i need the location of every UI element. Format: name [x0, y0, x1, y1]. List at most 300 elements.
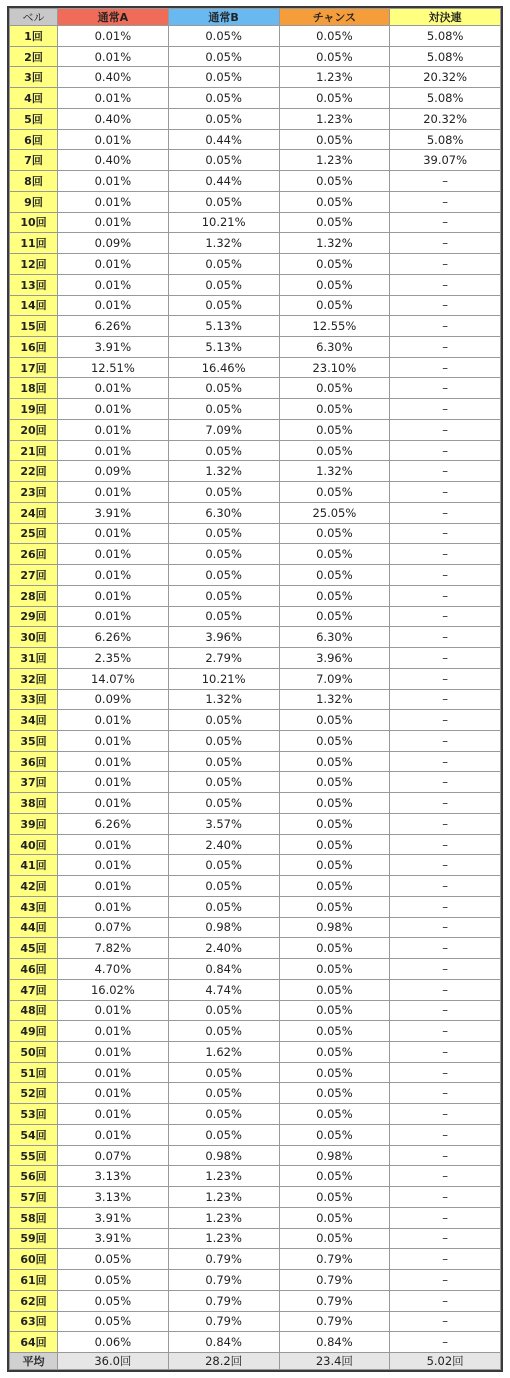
- cell-normal-a: 0.01%: [58, 585, 169, 606]
- cell-chance: 0.98%: [279, 1145, 390, 1166]
- row-label: 28回: [10, 585, 58, 606]
- table-row: [10, 730, 501, 751]
- cell-normal-a: 0.05%: [58, 1290, 169, 1311]
- cell-taiketsuren: –: [390, 793, 501, 814]
- header-normal-b: 通常B: [168, 9, 279, 26]
- table-row: [10, 1083, 501, 1104]
- cell-normal-b: 0.05%: [168, 1104, 279, 1125]
- cell-normal-a: 0.05%: [58, 1270, 169, 1291]
- cell-normal-a: 14.07%: [58, 668, 169, 689]
- cell-chance: 0.05%: [279, 1207, 390, 1228]
- cell-chance: 1.23%: [279, 67, 390, 88]
- cell-normal-a: 0.05%: [58, 1311, 169, 1332]
- cell-chance: 0.79%: [279, 1249, 390, 1270]
- cell-normal-a: 0.01%: [58, 295, 169, 316]
- cell-normal-b: 0.05%: [168, 855, 279, 876]
- cell-normal-b: 0.05%: [168, 378, 279, 399]
- cell-normal-b: 0.05%: [168, 1083, 279, 1104]
- table-row: [10, 1207, 501, 1228]
- cell-normal-b: 0.79%: [168, 1290, 279, 1311]
- cell-normal-b: 4.74%: [168, 979, 279, 1000]
- cell-chance: 0.05%: [279, 1041, 390, 1062]
- cell-taiketsuren: –: [390, 979, 501, 1000]
- cell-taiketsuren: –: [390, 896, 501, 917]
- cell-chance: 0.05%: [279, 1021, 390, 1042]
- cell-normal-b: 1.62%: [168, 1041, 279, 1062]
- cell-chance: 23.10%: [279, 357, 390, 378]
- cell-normal-a: 4.70%: [58, 959, 169, 980]
- cell-taiketsuren: –: [390, 399, 501, 420]
- cell-taiketsuren: –: [390, 502, 501, 523]
- table-row: [10, 108, 501, 129]
- cell-taiketsuren: –: [390, 1249, 501, 1270]
- table-row: [10, 295, 501, 316]
- cell-chance: 0.79%: [279, 1270, 390, 1291]
- cell-taiketsuren: –: [390, 357, 501, 378]
- row-label: 26回: [10, 544, 58, 565]
- cell-taiketsuren: –: [390, 730, 501, 751]
- row-label: 63回: [10, 1311, 58, 1332]
- cell-taiketsuren: –: [390, 1290, 501, 1311]
- cell-normal-a: 0.01%: [58, 378, 169, 399]
- cell-chance: 0.05%: [279, 295, 390, 316]
- cell-taiketsuren: –: [390, 295, 501, 316]
- bell-probability-table-frame: [7, 6, 503, 1372]
- row-label: 37回: [10, 772, 58, 793]
- table-row: [10, 668, 501, 689]
- cell-taiketsuren: –: [390, 1187, 501, 1208]
- cell-taiketsuren: –: [390, 419, 501, 440]
- table-row: [10, 544, 501, 565]
- table-row: [10, 88, 501, 109]
- table-row: [10, 1290, 501, 1311]
- row-label: 5回: [10, 108, 58, 129]
- cell-normal-b: 1.32%: [168, 233, 279, 254]
- cell-normal-a: 0.01%: [58, 855, 169, 876]
- cell-normal-b: 0.98%: [168, 917, 279, 938]
- cell-chance: 12.55%: [279, 316, 390, 337]
- cell-taiketsuren: –: [390, 1332, 501, 1353]
- cell-normal-a: 0.01%: [58, 1000, 169, 1021]
- row-label: 39回: [10, 813, 58, 834]
- cell-chance: 0.05%: [279, 1062, 390, 1083]
- average-row: [10, 1353, 501, 1370]
- table-row: [10, 337, 501, 358]
- cell-normal-b: 0.05%: [168, 88, 279, 109]
- row-label: 47回: [10, 979, 58, 1000]
- cell-taiketsuren: –: [390, 668, 501, 689]
- row-label: 54回: [10, 1124, 58, 1145]
- cell-normal-b: 0.98%: [168, 1145, 279, 1166]
- cell-normal-a: 0.01%: [58, 1021, 169, 1042]
- cell-taiketsuren: –: [390, 565, 501, 586]
- cell-chance: 0.05%: [279, 88, 390, 109]
- cell-chance: 0.05%: [279, 191, 390, 212]
- row-label: 17回: [10, 357, 58, 378]
- cell-chance: 0.05%: [279, 938, 390, 959]
- row-label: 36回: [10, 751, 58, 772]
- cell-normal-b: 0.05%: [168, 150, 279, 171]
- cell-normal-b: 2.40%: [168, 938, 279, 959]
- row-label: 1回: [10, 26, 58, 47]
- cell-taiketsuren: –: [390, 917, 501, 938]
- cell-chance: 6.30%: [279, 627, 390, 648]
- cell-normal-b: 1.23%: [168, 1187, 279, 1208]
- cell-taiketsuren: –: [390, 482, 501, 503]
- cell-chance: 0.05%: [279, 1166, 390, 1187]
- cell-normal-b: 2.40%: [168, 834, 279, 855]
- cell-normal-b: 0.44%: [168, 171, 279, 192]
- cell-chance: 0.79%: [279, 1311, 390, 1332]
- row-label: 20回: [10, 419, 58, 440]
- row-label: 18回: [10, 378, 58, 399]
- cell-taiketsuren: –: [390, 855, 501, 876]
- cell-chance: 0.05%: [279, 979, 390, 1000]
- cell-chance: 0.05%: [279, 730, 390, 751]
- cell-taiketsuren: –: [390, 1311, 501, 1332]
- cell-normal-a: 0.01%: [58, 191, 169, 212]
- cell-taiketsuren: –: [390, 627, 501, 648]
- cell-chance: 3.96%: [279, 648, 390, 669]
- cell-chance: 0.05%: [279, 793, 390, 814]
- cell-chance: 0.98%: [279, 917, 390, 938]
- table-row: [10, 461, 501, 482]
- cell-taiketsuren: –: [390, 1041, 501, 1062]
- table-row: [10, 46, 501, 67]
- row-label: 48回: [10, 1000, 58, 1021]
- row-label: 60回: [10, 1249, 58, 1270]
- cell-chance: 0.05%: [279, 544, 390, 565]
- cell-normal-a: 6.26%: [58, 316, 169, 337]
- row-label: 58回: [10, 1207, 58, 1228]
- cell-normal-b: 16.46%: [168, 357, 279, 378]
- cell-normal-b: 0.05%: [168, 585, 279, 606]
- table-row: [10, 751, 501, 772]
- cell-taiketsuren: –: [390, 1104, 501, 1125]
- cell-normal-b: 0.05%: [168, 46, 279, 67]
- cell-taiketsuren: –: [390, 1207, 501, 1228]
- cell-taiketsuren: 20.32%: [390, 67, 501, 88]
- cell-normal-a: 3.13%: [58, 1166, 169, 1187]
- cell-chance: 1.23%: [279, 150, 390, 171]
- table-row: [10, 834, 501, 855]
- table-row: [10, 585, 501, 606]
- cell-normal-a: 0.01%: [58, 772, 169, 793]
- cell-chance: 0.05%: [279, 46, 390, 67]
- cell-normal-b: 0.05%: [168, 730, 279, 751]
- table-row: [10, 855, 501, 876]
- cell-normal-a: 0.01%: [58, 544, 169, 565]
- cell-taiketsuren: –: [390, 1166, 501, 1187]
- cell-chance: 0.05%: [279, 1124, 390, 1145]
- cell-chance: 1.32%: [279, 233, 390, 254]
- row-label: 56回: [10, 1166, 58, 1187]
- row-label: 57回: [10, 1187, 58, 1208]
- row-label: 59回: [10, 1228, 58, 1249]
- table-row: [10, 689, 501, 710]
- cell-taiketsuren: 5.08%: [390, 26, 501, 47]
- cell-normal-a: 0.01%: [58, 26, 169, 47]
- cell-normal-a: 0.09%: [58, 233, 169, 254]
- cell-normal-a: 0.09%: [58, 461, 169, 482]
- cell-normal-b: 3.96%: [168, 627, 279, 648]
- row-label: 52回: [10, 1083, 58, 1104]
- cell-chance: 0.05%: [279, 1083, 390, 1104]
- cell-normal-b: 1.23%: [168, 1166, 279, 1187]
- cell-normal-a: 0.01%: [58, 710, 169, 731]
- cell-taiketsuren: –: [390, 316, 501, 337]
- cell-taiketsuren: –: [390, 1145, 501, 1166]
- table-row: [10, 627, 501, 648]
- cell-normal-a: 3.13%: [58, 1187, 169, 1208]
- cell-normal-a: 3.91%: [58, 337, 169, 358]
- cell-chance: 0.05%: [279, 378, 390, 399]
- row-label: 30回: [10, 627, 58, 648]
- cell-normal-a: 0.01%: [58, 751, 169, 772]
- table-row: [10, 938, 501, 959]
- cell-normal-a: 12.51%: [58, 357, 169, 378]
- row-label: 9回: [10, 191, 58, 212]
- cell-taiketsuren: –: [390, 337, 501, 358]
- row-label: 24回: [10, 502, 58, 523]
- cell-normal-b: 1.32%: [168, 461, 279, 482]
- header-normal-a: 通常A: [58, 9, 169, 26]
- cell-normal-a: 3.91%: [58, 502, 169, 523]
- table-row: [10, 129, 501, 150]
- cell-normal-a: 0.01%: [58, 399, 169, 420]
- cell-normal-a: 0.01%: [58, 171, 169, 192]
- table-row: [10, 26, 501, 47]
- cell-chance: 0.05%: [279, 834, 390, 855]
- table-row: [10, 233, 501, 254]
- row-label: 25回: [10, 523, 58, 544]
- cell-chance: 0.05%: [279, 1000, 390, 1021]
- cell-taiketsuren: –: [390, 710, 501, 731]
- cell-taiketsuren: –: [390, 959, 501, 980]
- cell-taiketsuren: –: [390, 440, 501, 461]
- row-label: 62回: [10, 1290, 58, 1311]
- cell-chance: 7.09%: [279, 668, 390, 689]
- cell-taiketsuren: –: [390, 813, 501, 834]
- cell-normal-b: 1.23%: [168, 1207, 279, 1228]
- cell-normal-b: 3.57%: [168, 813, 279, 834]
- row-label: 64回: [10, 1332, 58, 1353]
- cell-normal-a: 0.01%: [58, 730, 169, 751]
- cell-normal-b: 6.30%: [168, 502, 279, 523]
- row-label: 31回: [10, 648, 58, 669]
- cell-normal-b: 0.05%: [168, 295, 279, 316]
- cell-normal-b: 0.05%: [168, 772, 279, 793]
- cell-chance: 1.32%: [279, 461, 390, 482]
- table-row: [10, 565, 501, 586]
- table-row: [10, 710, 501, 731]
- cell-chance: 0.05%: [279, 876, 390, 897]
- table-row: [10, 979, 501, 1000]
- cell-chance: 0.05%: [279, 171, 390, 192]
- table-row: [10, 959, 501, 980]
- cell-taiketsuren: –: [390, 648, 501, 669]
- cell-chance: 0.05%: [279, 813, 390, 834]
- cell-taiketsuren: –: [390, 834, 501, 855]
- table-row: [10, 212, 501, 233]
- cell-normal-a: 0.01%: [58, 896, 169, 917]
- cell-normal-a: 0.01%: [58, 793, 169, 814]
- cell-normal-b: 0.05%: [168, 108, 279, 129]
- cell-normal-b: 0.05%: [168, 606, 279, 627]
- cell-normal-b: 0.05%: [168, 1021, 279, 1042]
- cell-normal-b: 10.21%: [168, 212, 279, 233]
- table-row: [10, 876, 501, 897]
- cell-taiketsuren: –: [390, 1021, 501, 1042]
- cell-taiketsuren: –: [390, 1083, 501, 1104]
- cell-taiketsuren: –: [390, 233, 501, 254]
- cell-normal-a: 6.26%: [58, 813, 169, 834]
- table-row: [10, 440, 501, 461]
- cell-chance: 0.05%: [279, 959, 390, 980]
- cell-normal-b: 0.05%: [168, 793, 279, 814]
- cell-taiketsuren: –: [390, 585, 501, 606]
- row-label: 41回: [10, 855, 58, 876]
- row-label: 51回: [10, 1062, 58, 1083]
- table-row: [10, 419, 501, 440]
- table-row: [10, 254, 501, 275]
- row-label: 40回: [10, 834, 58, 855]
- bell-probability-table: [9, 8, 501, 1370]
- table-row: [10, 482, 501, 503]
- cell-normal-a: 0.01%: [58, 565, 169, 586]
- row-label: 15回: [10, 316, 58, 337]
- row-label: 4回: [10, 88, 58, 109]
- row-label: 46回: [10, 959, 58, 980]
- row-label: 42回: [10, 876, 58, 897]
- cell-normal-a: 0.01%: [58, 254, 169, 275]
- cell-chance: 0.05%: [279, 1228, 390, 1249]
- cell-normal-b: 5.13%: [168, 337, 279, 358]
- cell-normal-b: 0.79%: [168, 1270, 279, 1291]
- cell-taiketsuren: –: [390, 171, 501, 192]
- cell-normal-b: 0.05%: [168, 399, 279, 420]
- cell-taiketsuren: –: [390, 378, 501, 399]
- cell-chance: 0.05%: [279, 1104, 390, 1125]
- table-row: [10, 274, 501, 295]
- cell-chance: 6.30%: [279, 337, 390, 358]
- cell-normal-a: 0.06%: [58, 1332, 169, 1353]
- table-row: [10, 357, 501, 378]
- row-label: 10回: [10, 212, 58, 233]
- row-label: 12回: [10, 254, 58, 275]
- cell-normal-b: 1.23%: [168, 1228, 279, 1249]
- cell-chance: 0.05%: [279, 399, 390, 420]
- cell-chance: 0.05%: [279, 772, 390, 793]
- cell-normal-a: 0.01%: [58, 1062, 169, 1083]
- cell-normal-b: 0.05%: [168, 1000, 279, 1021]
- cell-taiketsuren: –: [390, 191, 501, 212]
- cell-chance: 1.32%: [279, 689, 390, 710]
- table-row: [10, 813, 501, 834]
- table-row: [10, 399, 501, 420]
- row-label: 29回: [10, 606, 58, 627]
- cell-chance: 0.05%: [279, 896, 390, 917]
- cell-normal-b: 0.05%: [168, 1124, 279, 1145]
- cell-normal-a: 0.01%: [58, 440, 169, 461]
- cell-chance: 0.05%: [279, 129, 390, 150]
- row-label: 35回: [10, 730, 58, 751]
- cell-normal-b: 0.05%: [168, 482, 279, 503]
- cell-normal-a: 0.01%: [58, 1083, 169, 1104]
- table-row: [10, 772, 501, 793]
- cell-normal-a: 0.40%: [58, 108, 169, 129]
- table-row: [10, 793, 501, 814]
- row-label: 33回: [10, 689, 58, 710]
- row-label: 22回: [10, 461, 58, 482]
- row-label: 44回: [10, 917, 58, 938]
- cell-chance: 0.84%: [279, 1332, 390, 1353]
- cell-normal-a: 0.01%: [58, 523, 169, 544]
- cell-chance: 0.05%: [279, 212, 390, 233]
- cell-normal-a: 0.01%: [58, 834, 169, 855]
- cell-chance: 25.05%: [279, 502, 390, 523]
- cell-normal-a: 0.07%: [58, 917, 169, 938]
- table-row: [10, 917, 501, 938]
- cell-normal-b: 2.79%: [168, 648, 279, 669]
- cell-taiketsuren: 39.07%: [390, 150, 501, 171]
- table-row: [10, 171, 501, 192]
- cell-normal-a: 0.07%: [58, 1145, 169, 1166]
- row-label: 27回: [10, 565, 58, 586]
- cell-normal-b: 0.05%: [168, 191, 279, 212]
- average-chance: 23.4回: [279, 1353, 390, 1370]
- row-label: 19回: [10, 399, 58, 420]
- table-row: [10, 316, 501, 337]
- cell-normal-a: 6.26%: [58, 627, 169, 648]
- cell-taiketsuren: –: [390, 606, 501, 627]
- table-row: [10, 1041, 501, 1062]
- cell-normal-b: 0.05%: [168, 896, 279, 917]
- row-label: 38回: [10, 793, 58, 814]
- table-row: [10, 150, 501, 171]
- cell-normal-b: 0.44%: [168, 129, 279, 150]
- table-body: [10, 26, 501, 1353]
- cell-taiketsuren: –: [390, 212, 501, 233]
- row-label: 6回: [10, 129, 58, 150]
- cell-normal-a: 0.01%: [58, 129, 169, 150]
- cell-normal-b: 0.05%: [168, 26, 279, 47]
- table-row: [10, 523, 501, 544]
- average-normal-b: 28.2回: [168, 1353, 279, 1370]
- row-label: 14回: [10, 295, 58, 316]
- cell-taiketsuren: –: [390, 938, 501, 959]
- row-label: 3回: [10, 67, 58, 88]
- cell-normal-a: 7.82%: [58, 938, 169, 959]
- cell-chance: 0.05%: [279, 606, 390, 627]
- table-row: [10, 1145, 501, 1166]
- cell-taiketsuren: –: [390, 274, 501, 295]
- table-row: [10, 67, 501, 88]
- table-row: [10, 606, 501, 627]
- row-label: 23回: [10, 482, 58, 503]
- cell-normal-b: 1.32%: [168, 689, 279, 710]
- cell-normal-b: 10.21%: [168, 668, 279, 689]
- cell-normal-b: 0.05%: [168, 67, 279, 88]
- cell-normal-a: 0.01%: [58, 876, 169, 897]
- cell-normal-b: 0.05%: [168, 710, 279, 731]
- table-row: [10, 378, 501, 399]
- cell-taiketsuren: 5.08%: [390, 88, 501, 109]
- cell-normal-a: 0.01%: [58, 482, 169, 503]
- cell-normal-b: 0.05%: [168, 274, 279, 295]
- cell-taiketsuren: 20.32%: [390, 108, 501, 129]
- cell-chance: 0.05%: [279, 523, 390, 544]
